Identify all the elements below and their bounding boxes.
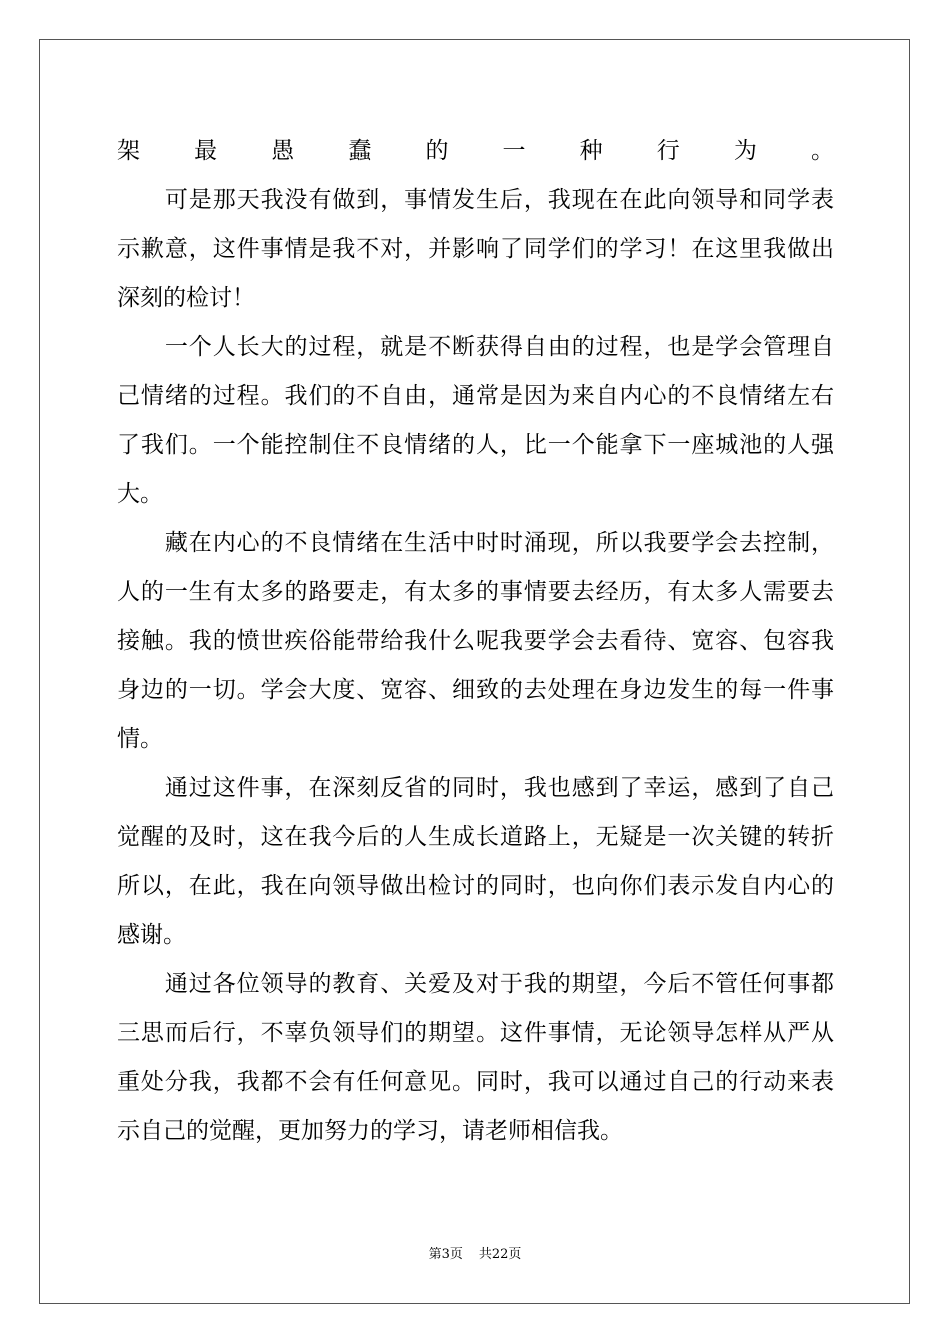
- text-line: 通过各位领导的教育、关爱及对于我的期望，今后不管任何事都: [117, 971, 834, 997]
- text-line: 藏在内心的不良情绪在生活中时时涌现，所以我要学会去控制，: [117, 530, 834, 556]
- text-line: 通过这件事，在深刻反省的同时，我也感到了幸运，感到了自己: [117, 775, 834, 801]
- text-line: 示自己的觉醒，更加努力的学习，请老师相信我。: [117, 1118, 623, 1144]
- text-line: 重处分我，我都不会有任何意见。同时，我可以通过自己的行动来表: [117, 1069, 834, 1095]
- document-body: [117, 127, 834, 1156]
- text-line: 人的一生有太多的路要走，有太多的事情要去经历，有太多人需要去: [117, 579, 834, 605]
- page-footer: [0, 1246, 950, 1264]
- text-line: 示歉意，这件事情是我不对，并影响了同学们的学习！在这里我做出: [117, 236, 834, 262]
- page-total: 共22页: [478, 1247, 522, 1262]
- text-line: 觉醒的及时，这在我今后的人生成长道路上，无疑是一次关键的转折: [117, 824, 834, 850]
- text-line: 接触。我的愤世疾俗能带给我什么呢我要学会去看待、宽容、包容我: [117, 628, 834, 654]
- text-line: 身边的一切。学会大度、宽容、细致的去处理在身边发生的每一件事: [117, 677, 834, 703]
- text-line: 一个人长大的过程，就是不断获得自由的过程，也是学会管理自: [117, 334, 834, 360]
- text-line: 三思而后行，不辜负领导们的期望。这件事情，无论领导怎样从严从: [117, 1020, 834, 1046]
- text-line: 感谢。: [117, 922, 186, 948]
- text-line: 了我们。一个能控制住不良情绪的人，比一个能拿下一座城池的人强: [117, 432, 834, 458]
- text-line: 大。: [117, 481, 163, 507]
- text-line: 可是那天我没有做到，事情发生后，我现在在此向领导和同学表: [117, 187, 834, 213]
- text-line: 情。: [117, 726, 163, 752]
- page-number: 第3页: [428, 1247, 463, 1262]
- text-line: 所以，在此，我在向领导做出检讨的同时，也向你们表示发自内心的: [117, 873, 834, 899]
- text-line: 己情绪的过程。我们的不自由，通常是因为来自内心的不良情绪左右: [117, 383, 834, 409]
- text-line: 架最愚蠢的一种行为。: [117, 138, 834, 164]
- text-line: 深刻的检讨！: [117, 285, 255, 311]
